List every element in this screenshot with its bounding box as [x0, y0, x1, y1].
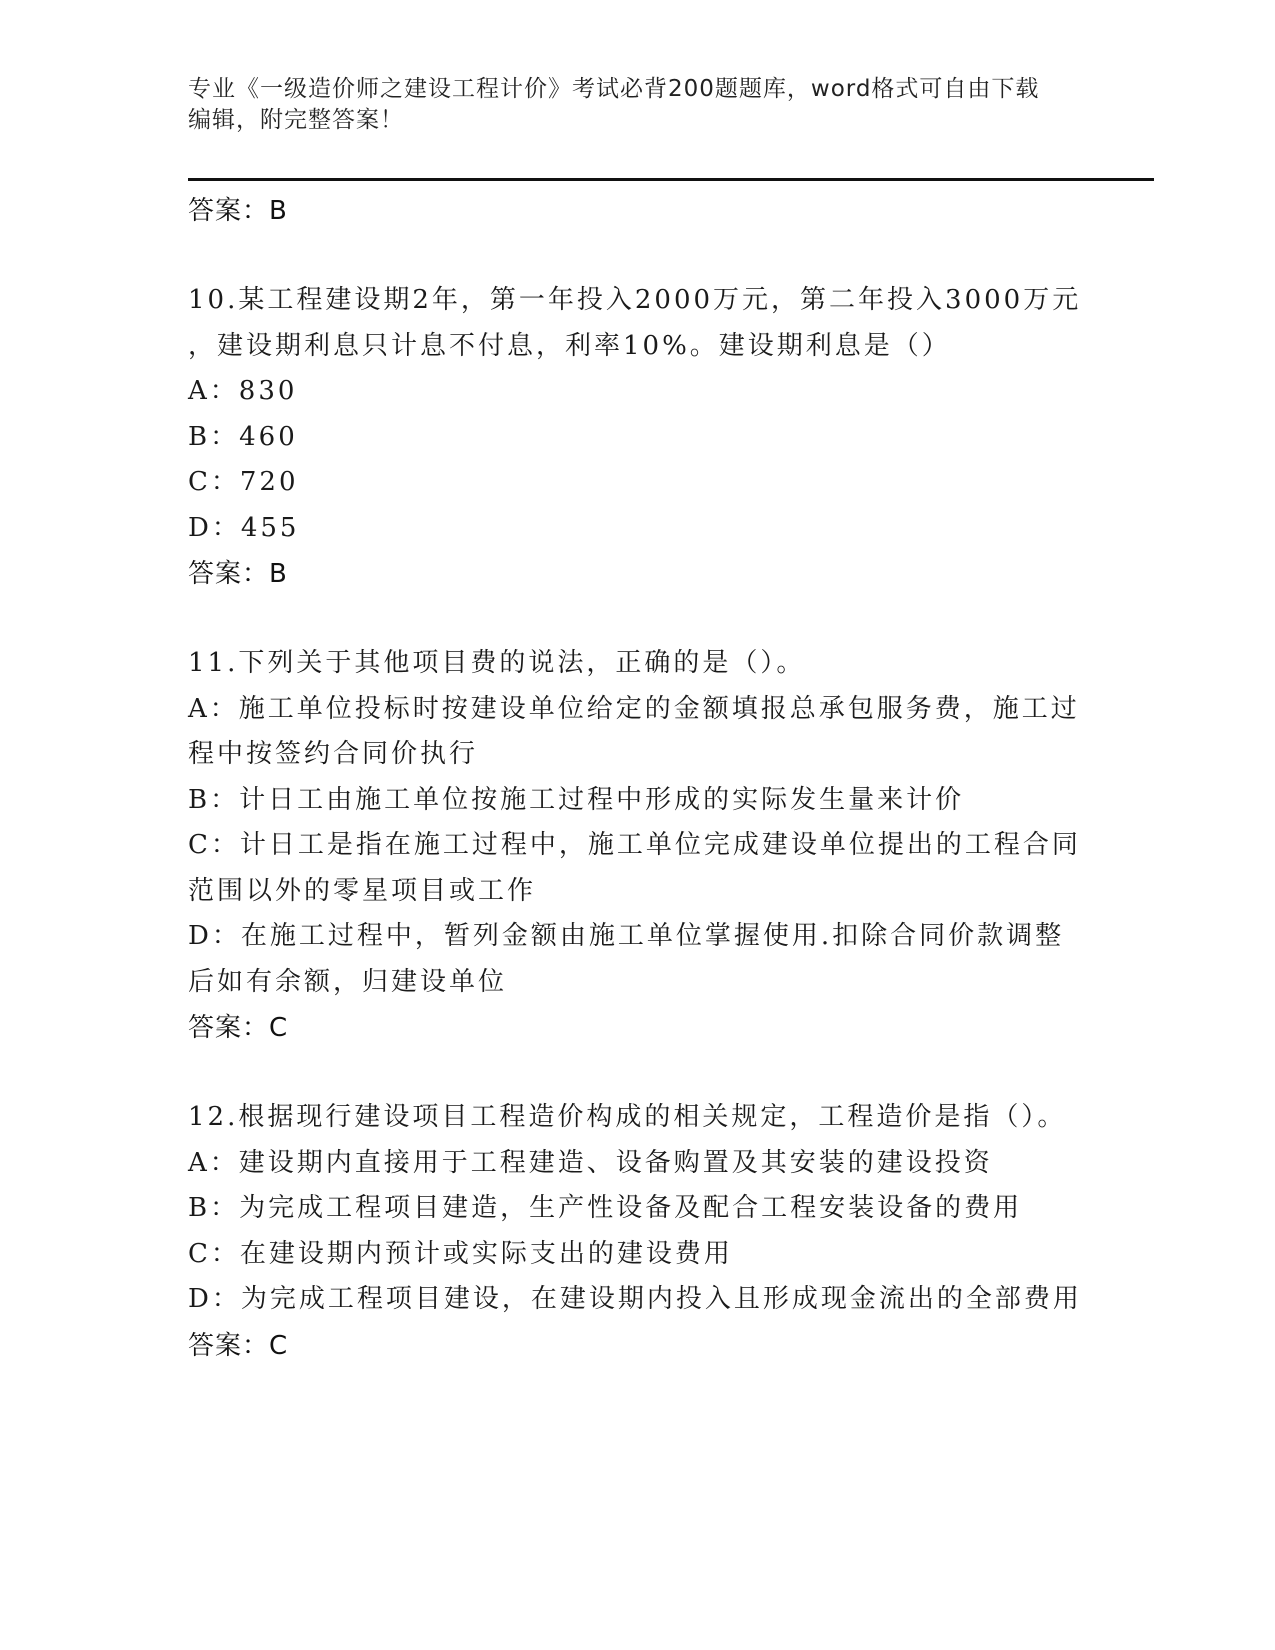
- document-body: [188, 188, 1088, 1369]
- option-a: A：建设期内直接用于工程建造、设备购置及其安装的建设投资: [188, 1147, 993, 1178]
- question-12: [188, 1095, 1088, 1369]
- option-d-continued: 后如有余额，归建设单位: [188, 966, 508, 997]
- previous-answer: 答案：B: [188, 196, 288, 226]
- answer: 答案：C: [188, 1330, 289, 1361]
- option-b: B：为完成工程项目建造，生产性设备及配合工程安装设备的费用: [188, 1193, 1023, 1223]
- header-divider: [188, 178, 1154, 181]
- option-d: D：455: [188, 512, 300, 543]
- option-c: C：在建设期内预计或实际支出的建设费用: [188, 1238, 733, 1269]
- question-text-line: 10.某工程建设期2年，第一年投入2000万元，第二年投入3000万元: [188, 285, 1082, 315]
- option-b: B：460: [188, 421, 298, 452]
- question-10: [188, 278, 1088, 597]
- option-c: C：计日工是指在施工过程中，施工单位完成建设单位提出的工程合同: [188, 830, 1081, 860]
- option-c: C：720: [188, 467, 299, 497]
- option-a: A：施工单位投标时按建设单位给定的金额填报总承包服务费，施工过: [188, 693, 1080, 724]
- option-c-continued: 范围以外的零星项目或工作: [188, 875, 537, 906]
- answer: 答案：C: [188, 1013, 289, 1043]
- header-line-1: 专业《一级造价师之建设工程计价》考试必背200题题库，word格式可自由下载: [188, 76, 1040, 102]
- question-text-line: 11.下列关于其他项目费的说法，正确的是（）。: [188, 648, 806, 678]
- question-11: [188, 641, 1088, 1051]
- answer: 答案：B: [188, 559, 288, 589]
- header-line-2: 编辑，附完整答案！: [188, 107, 404, 133]
- option-b: B：计日工由施工单位按施工过程中形成的实际发生量来计价: [188, 784, 965, 815]
- document-header: [188, 74, 1068, 136]
- option-d: D：为完成工程项目建设，在建设期内投入且形成现金流出的全部费用: [188, 1284, 1082, 1314]
- option-a: A：830: [188, 376, 298, 406]
- option-a-continued: 程中按签约合同价执行: [188, 739, 479, 769]
- question-text-line: ，建设期利息只计息不付息，利率10%。建设期利息是（）: [188, 330, 951, 361]
- option-d: D：在施工过程中，暂列金额由施工单位掌握使用.扣除合同价款调整: [188, 921, 1065, 951]
- question-text-line: 12.根据现行建设项目工程造价构成的相关规定，工程造价是指（）。: [188, 1102, 1067, 1132]
